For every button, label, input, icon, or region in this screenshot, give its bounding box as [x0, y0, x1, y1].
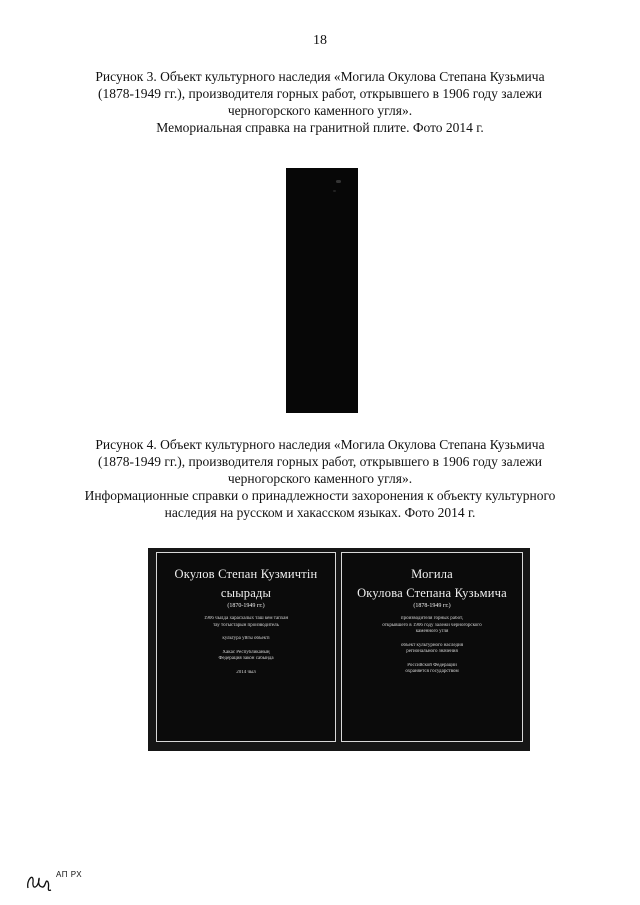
- plaque-text-line: регионального значения: [406, 649, 458, 654]
- caption-line: (1878-1949 гг.), производителя горных работ, открывшего в 1906 году залежи: [97, 454, 543, 469]
- plaque-text-line: Хакас Республиканың: [222, 649, 270, 655]
- granite-slab-photo: [286, 168, 358, 413]
- handwritten-signature: [24, 868, 54, 894]
- page-number: 18: [313, 33, 327, 48]
- plaque-title: Окулов Степан Кузмичтiн: [174, 567, 318, 581]
- caption-line: наследия на русском и хакасском языках. Фото 2014 г.: [164, 505, 476, 520]
- plaque-text-line: открывшего в 1906 году залежи черногорского: [382, 622, 482, 628]
- plaque-text-line: тау тогыстарын производитель: [213, 622, 279, 628]
- plaque-title: сыырады: [220, 586, 272, 600]
- plaque-russian: [341, 552, 523, 742]
- caption-line: (1878-1949 гг.), производителя горных работ, открывшего в 1906 году залежи: [97, 86, 543, 101]
- plaque-header-text: [157, 557, 335, 562]
- caption-line: Рисунок 4. Объект культурного наследия «Могила Окулова Степана Кузьмича: [95, 437, 545, 452]
- plaque-khakas: [156, 552, 336, 742]
- plaque-text-line: Российской Федерации: [407, 662, 457, 668]
- photo-glint: [333, 190, 336, 192]
- stamp-text: АП РХ: [56, 870, 83, 879]
- plaque-text-line: охраняется государством: [405, 669, 459, 674]
- plaque-text-line: Федерация закон сабында: [218, 656, 274, 661]
- caption-line: Рисунок 3. Объект культурного наследия «Могила Окулова Степана Кузьмича: [95, 69, 545, 84]
- caption-line: Мемориальная справка на гранитной плите. Фото 2014 г.: [156, 120, 484, 135]
- caption-line: черногорского каменного угля».: [227, 103, 413, 118]
- plaque-text-line: 2014 чыл: [236, 669, 256, 675]
- plaque-years: (1878-1949 гг.): [413, 603, 451, 609]
- plaque-title: Могила: [411, 567, 453, 581]
- photo-glint: [336, 180, 341, 183]
- plaque-text-line: 1906 чылда харасхалых таш кем тапхан: [203, 616, 289, 621]
- figure-4-caption: [60, 436, 580, 521]
- plaque-text-line: производителя горных работ,: [400, 616, 464, 621]
- plaque-title: Окулова Степана Кузьмича: [357, 586, 507, 600]
- caption-line: Информационные справки о принадлежности захоронения к объекту культурного: [84, 488, 556, 503]
- plaque-text-line: объект культурного наследия: [401, 642, 463, 648]
- caption-line: черногорского каменного угля».: [227, 471, 413, 486]
- plaque-text-line: каменного угля: [415, 629, 449, 634]
- plaque-years: (1870-1949 гг.): [227, 603, 265, 609]
- plaque-text-line: культура уйгы объектi: [222, 636, 270, 641]
- plaque-header-text: [342, 557, 522, 562]
- figure-3-caption: [60, 68, 580, 136]
- plaques-photo: [148, 548, 530, 751]
